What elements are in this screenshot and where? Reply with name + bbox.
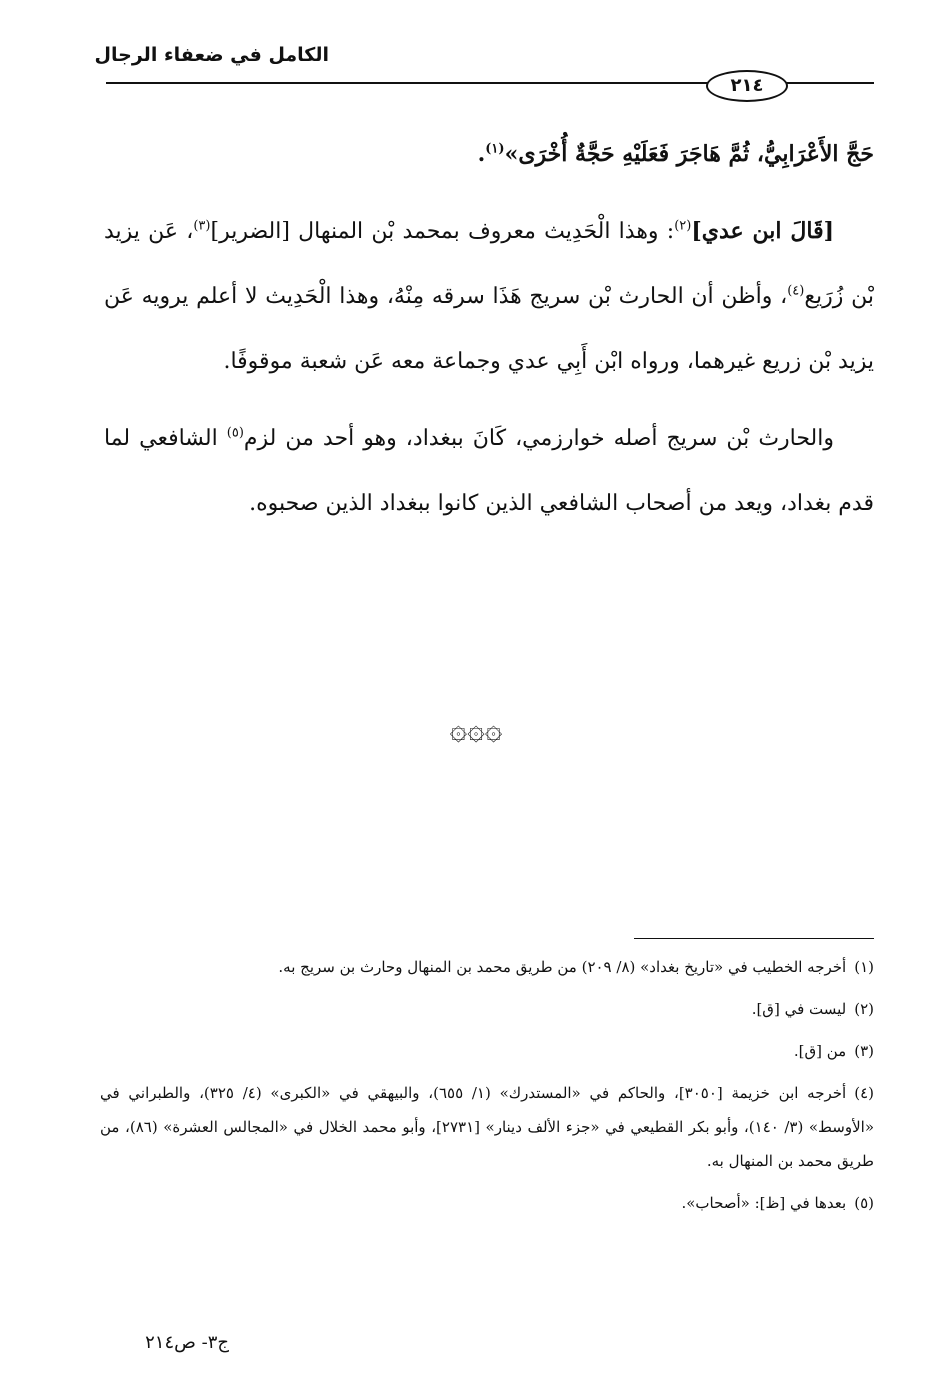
section-ornament: ۞۞۞	[449, 712, 503, 747]
paragraph-2-text-b: ، عَن يزيد بْن زُرَيع	[104, 219, 874, 309]
footnote-ref-1[interactable]: (١)	[485, 141, 505, 157]
footnote-number: (١)	[854, 958, 874, 976]
hadith-ending-text: حَجَّ الأَعْرَابِيُّ، ثُمَّ هَاجَرَ فَعَلَيْهِ حَجَّةٌ أُخْرَى»	[504, 141, 874, 167]
footnote-number: (٣)	[854, 1042, 874, 1060]
paragraph-2	[104, 199, 874, 394]
footnote-item	[100, 992, 874, 1026]
footnote-text: أخرجه ابن خزيمة [٣٠٥٠]، والحاكم في «المستدرك» (١/ ٦٥٥)، والبيهقي في «الكبرى» (٤/ ٣٢٥)، والطبراني في «الأوسط» (٣/ ١٤٠)، وأبو بكر القطيعي في «جزء الألف دينار» [٢٧٣١]، وأبو محمد الخلال في «المجالس العشرة» (٨٦)، من طريق محمد بن المنهال به.	[100, 1084, 875, 1170]
footnote-item	[100, 1076, 874, 1178]
volume-page-reference: ج٣- ص٢١٤	[145, 1332, 229, 1353]
footnote-separator	[634, 938, 874, 939]
paragraph-1	[104, 122, 874, 187]
footnote-number: (٤)	[854, 1084, 874, 1102]
footnote-text: ليست في [ق].	[751, 1000, 847, 1018]
footnote-item	[100, 1034, 874, 1068]
paragraph-2-text-c: ، وأظن أن الحارث بْن سريج هَذَا سرقه مِنْهُ، وهذا الْحَدِيث لا أعلم يرويه عَن يزيد بْن زريع غيرهما، ورواه ابْن أَبِي عدي وجماعة معه عَن شعبة موقوفًا.	[104, 284, 874, 374]
footnote-item	[100, 950, 874, 984]
footnote-item	[100, 1186, 874, 1220]
paragraph-3-text-a: والحارث بْن سريج أصله خوارزمي، كَانَ ببغداد، وهو أحد من لزم	[243, 426, 834, 451]
main-text	[104, 122, 874, 548]
page-number-badge: ٢١٤	[706, 70, 788, 102]
footnote-number: (٥)	[854, 1194, 874, 1212]
paragraph-2-text-a: : وهذا الْحَدِيث معروف بمحمد بْن المنهال [الضرير]	[210, 219, 675, 244]
speaker-label: [قَالَ ابن عدي]	[691, 218, 834, 244]
footnote-number: (٢)	[854, 1000, 874, 1018]
paragraph-3-text-b: الشافعي لما قدم بغداد، ويعد من أصحاب الشافعي الذين كانوا ببغداد الذين صحبوه.	[104, 426, 874, 516]
footnote-ref-3[interactable]: (٣)	[193, 218, 211, 234]
footnote-ref-5[interactable]: (٥)	[226, 425, 244, 441]
paragraph-3	[104, 406, 874, 536]
footnotes	[100, 950, 874, 1228]
footnote-text: أخرجه الخطيب في «تاريخ بغداد» (٨/ ٢٠٩) من طريق محمد بن المنهال وحارث بن سريج به.	[278, 958, 847, 976]
footnote-ref-4[interactable]: (٤)	[787, 283, 805, 299]
footnote-ref-2[interactable]: (٢)	[674, 218, 692, 234]
running-header-title: الكامل في ضعفاء الرجال	[94, 44, 329, 66]
footnote-text: بعدها في [ظ]: «أصحاب».	[681, 1194, 847, 1212]
paragraph-end-mark: .	[477, 141, 486, 167]
footnote-text: من [ق].	[793, 1042, 847, 1060]
